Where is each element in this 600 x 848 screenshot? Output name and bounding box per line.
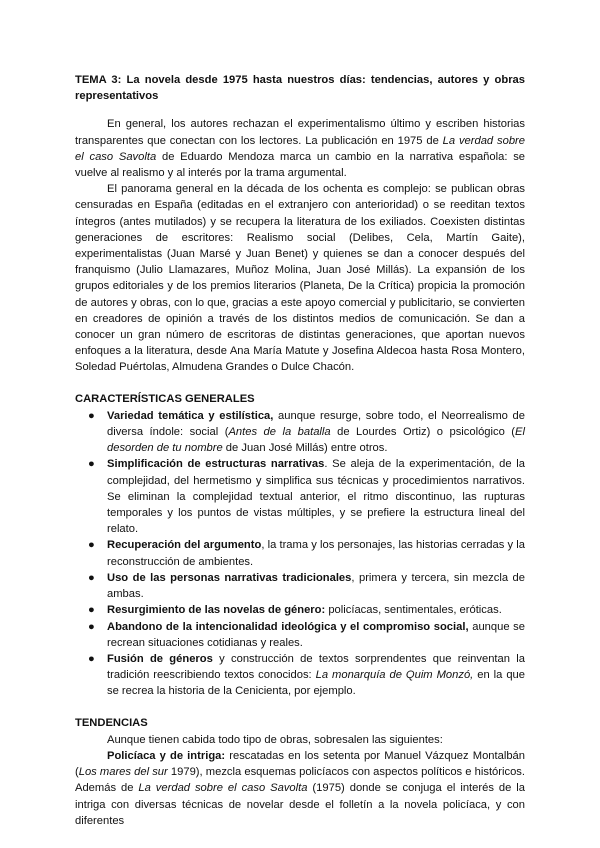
list-item [75,408,525,457]
intro-p1-text-a: En general, los autores rechazan el experimentalismo último y escriben historias transparentes que conectan con los lectores. La publicación en 1975 de [75,118,525,147]
bullet-icon: ● [88,409,95,422]
characteristics-heading: CARACTERÍSTICAS GENERALES [75,392,255,405]
list-item [75,651,525,700]
item-text: en la que se recrea la historia de la Cenicienta, por ejemplo. [107,669,525,698]
item-text: aunque se recrean situaciones cotidianas y reales. [107,620,525,649]
intro-p1-text-b: de Eduardo Mendoza marca un cambio en la narrativa española: se vuelve al realismo y al interés por la trama argumental. [75,150,526,180]
trends-intro: Aunque tienen cabida todo tipo de obras, sobresalen las siguientes: [107,733,443,746]
item-text: . Se aleja de la experimentación, de la complejidad, del hermetismo y simplifica sus técnicas y procedimientos narrativos. Se eliminan la complejidad textual anterior, el ritmo discontinuo, las rupturas temporales y los puntos de vistas múltiples, y se prefiere la estructura lineal del relato. [107,458,525,536]
intro-paragraph-2: El panorama general en la década de los ochenta es complejo: se publican obras censuradas en España (editadas en el extranjero con anterioridad) o se reeditan textos íntegros (antes mutilados) y se recupera la literatura de los exiliados. Coexisten distintas generaciones de escritores: Realismo social (Delibes, Cela, Martín Gaite), experimentalistas (Juan Marsé y Juan Benet) y quienes se dan a conocer después del franquismo (Julio Llamazares, Muñoz Molina, Juan José Millás). La expansión de los grupos editoriales y de los premios literarios (Planeta, De la Crítica) propicia la promoción de autores y obras, con lo que, gracias a este apoyo comercial y publicitario, se convierten en creadores de opinión a través de los distintos medios de comunicación. Se dan a conocer un gran número de escritoras de distintas generaciones, que aportan nuevos enfoques a la literatura, desde Ana María Matute y Josefina Aldecoa hasta Rosa Montero, Soledad Puértolas, Almudena Grandes o Dulce Chacón. [75,183,525,374]
bullet-icon: ● [88,571,95,584]
item-strong: Uso de las personas narrativas tradicionales [107,571,352,584]
item-text: de Juan José Millás) entre otros. [222,442,388,455]
item-strong: Variedad temática y estilística, [107,409,274,422]
bullet-icon: ● [88,539,95,552]
bullet-icon: ● [88,458,95,471]
trend-text: (1975) donde se conjuga el interés de la intriga con diversas técnicas de novelar desde el folletín a la novela policíaca, y con diferentes [75,782,525,827]
trend-emphasis: La verdad sobre el caso Savolta [138,782,308,795]
trend-emphasis: Los mares del sur [78,766,168,779]
item-emphasis: La monarquía de Quim Monzó, [315,669,474,682]
item-strong: Abandono de la intencionalidad ideológica y el compromiso social, [107,620,469,633]
bullet-icon: ● [88,604,95,617]
list-item [75,537,525,569]
item-text: aunque resurge, sobre todo, el Neorrealismo de diversa índole: social ( [107,409,525,439]
trend-strong: Policíaca y de intriga: [107,749,226,762]
trend-text: 1979), mezcla esquemas policíacos con aspectos políticos e históricos. Además de [75,766,526,795]
intro-paragraph-1 [75,116,525,181]
item-strong: Simplificación de estructuras narrativas [107,458,325,471]
list-item [75,602,525,618]
intro-p1-work: La verdad sobre el caso Savolta [75,134,525,163]
item-text: policíacas, sentimentales, eróticas. [325,604,502,617]
characteristics-list [75,408,525,700]
bullet-icon: ● [88,652,95,665]
item-text: de Lourdes Ortiz) o psicológico ( [330,426,516,439]
list-item [75,619,525,651]
trends-heading: TENDENCIAS [75,716,148,729]
document-content [75,72,525,829]
trend-text: rescatadas en los setenta por Manuel Vázquez Montalbán ( [75,749,525,779]
item-text: y construcción de textos sorprendentes que reinventan la tradición reescribiendo textos conocidos: [107,652,525,682]
item-text: , la trama y los personajes, las historias cerradas y la reconstrucción de ambientes. [107,539,525,568]
bullet-icon: ● [88,620,95,633]
item-emphasis: Antes de la batalla [228,426,331,439]
trends-paragraph-1 [75,748,525,829]
item-emphasis: El desorden de tu nombre [107,426,525,455]
item-strong: Recuperación del argumento [107,539,262,552]
list-item [75,570,525,602]
page-title: TEMA 3: La novela desde 1975 hasta nuestros días: tendencias, autores y obras representativos [75,74,525,103]
item-strong: Fusión de géneros [107,652,213,665]
list-item [75,456,525,537]
item-text: , primera y tercera, sin mezcla de ambas. [107,571,525,601]
item-strong: Resurgimiento de las novelas de género: [107,604,326,617]
